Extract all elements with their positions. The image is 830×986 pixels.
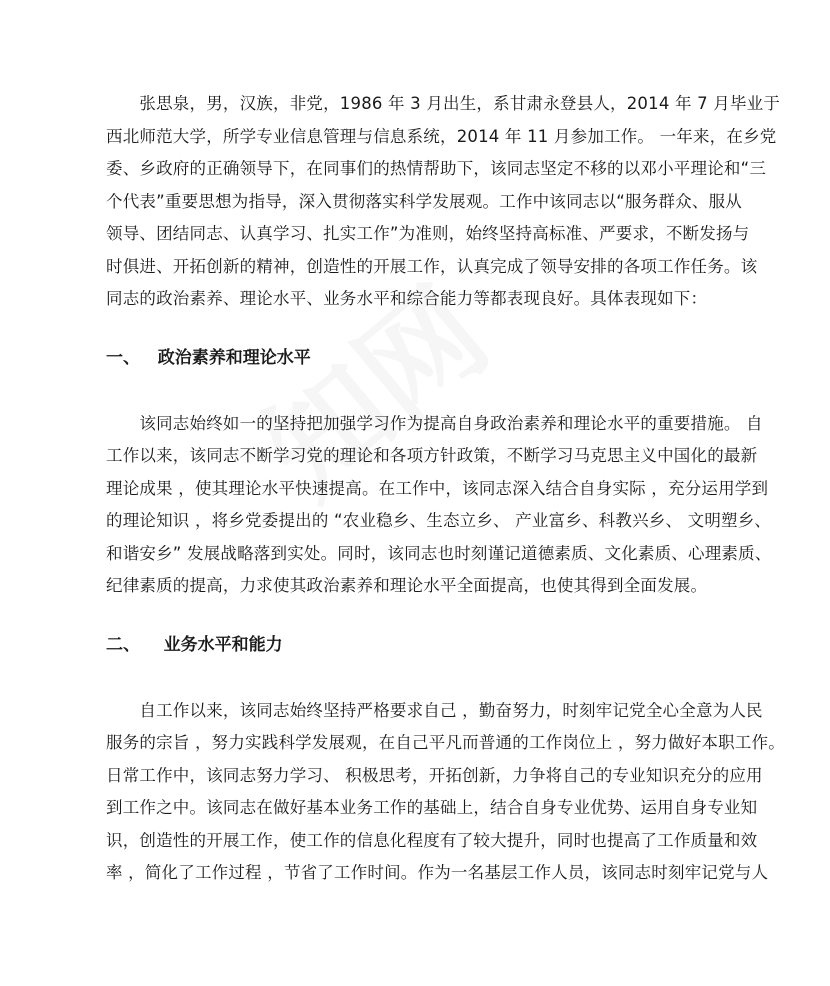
text-line: 识，创造性的开展工作，使工作的信息化程度有了较大提升，同时也提高了工作质量和效 <box>106 830 758 850</box>
text-line: 同志的政治素养、理论水平、业务水平和综合能力等都表现良好。具体表现如下： <box>106 289 708 308</box>
document-page <box>106 88 785 890</box>
text-line: 和谐安乡” 发展战略落到实处。同时，该同志也时刻谨记道德素质、文化素质、心理素质、 <box>106 543 772 563</box>
text-line: 委、乡政府的正确领导下，在同事们的热情帮助下，该同志坚定不移的以邓小平理论和“三 <box>106 159 767 178</box>
text-line: 工作以来，该同志不断学习党的理论和各项方针政策，不断学习马克思主义中国化的最新 <box>106 446 758 465</box>
text-line: 日常工作中，该同志努力学习、 积极思考，开拓创新，力争将自己的专业知识充分的应用 <box>106 765 763 785</box>
text-line: 该同志始终如一的坚持把加强学习作为提高自身政治素养和理论水平的重要措施。 自 <box>106 413 763 433</box>
text-line: 到工作之中。该同志在做好基本业务工作的基础上，结合自身专业优势、运用自身专业知 <box>106 798 758 817</box>
section-heading-2: 二、 业务水平和能力 <box>106 634 283 655</box>
text-line: 服务的宗旨 ，努力实践科学发展观，在自己平凡而普通的工作岗位上 ，努力做好本职工作。 <box>106 733 785 752</box>
text-line: 纪律素质的提高，力求使其政治素养和理论水平全面提高，也使其得到全面发展。 <box>106 576 708 595</box>
text-line: 领导、团结同志、认真学习、扎实工作”为准则，始终坚持高标准、严要求，不断发扬与 <box>106 224 750 243</box>
text-line: 张思泉，男，汉族，非党，1986 年 3 月出生，系甘肃永登县人，2014 年 7 月毕业于 <box>106 94 781 113</box>
text-line: 个代表”重要思想为指导，深入贯彻落实科学发展观。工作中该同志以“服务群众、服从 <box>106 191 742 211</box>
paragraph-business <box>106 695 785 890</box>
text-line: 时俱进、开拓创新的精神，创造性的开展工作，认真完成了领导安排的各项工作任务。该 <box>106 256 758 276</box>
paragraph-politics <box>106 408 772 603</box>
text-line: 西北师范大学，所学专业信息管理与信息系统，2014 年 11 月参加工作。 一年来，在乡党 <box>106 126 777 146</box>
section-heading-1: 一、 政治素养和理论水平 <box>106 347 311 368</box>
text-line: 理论成果 ，使其理论水平快速提高。在工作中，该同志深入结合自身实际 ，充分运用学到 <box>106 478 769 498</box>
text-line: 的理论知识 ，将乡党委提出的 “农业稳乡、生态立乡、 产业富乡、科教兴乡、 文明塑乡、 <box>106 511 772 530</box>
text-line: 率 ，简化了工作过程 ，节省了工作时间。作为一名基层工作人员，该同志时刻牢记党与人 <box>106 863 769 882</box>
text-line: 自工作以来，该同志始终坚持严格要求自己 ，勤奋努力，时刻牢记党全心全意为人民 <box>106 700 763 720</box>
paragraph-intro <box>106 88 781 316</box>
